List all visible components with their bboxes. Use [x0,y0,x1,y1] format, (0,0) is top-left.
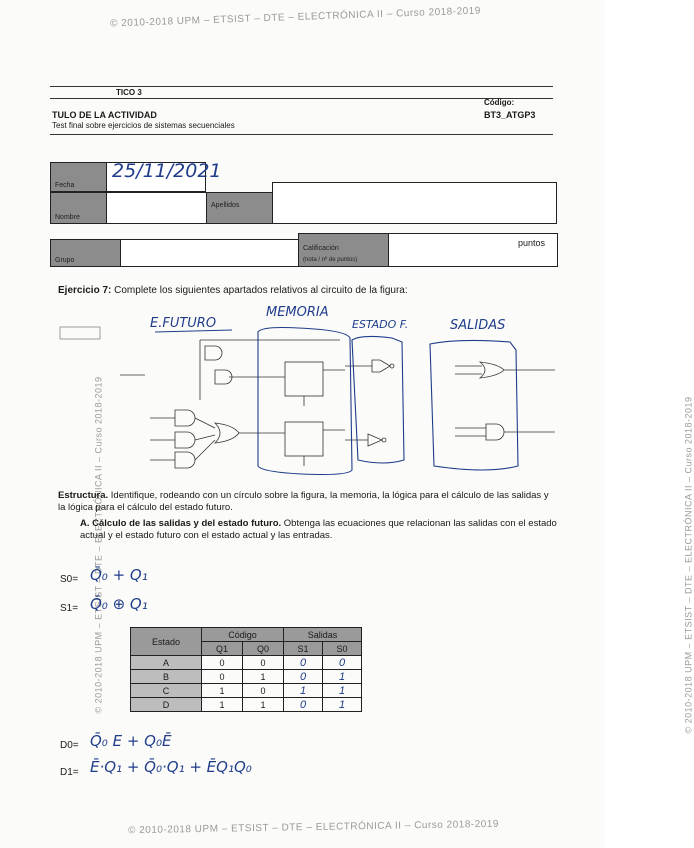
s0-equation: Q̄₀ + Q₁ [90,566,148,584]
circuit-figure [0,300,605,480]
header-rule-mid [50,98,553,99]
nombre-label-box [50,192,108,224]
d0-label: D0= [60,740,79,751]
nombre-label: Nombre [55,214,80,221]
watermark-left: © 2010-2018 UPM – ETSIST – DTE – ELECTRÓNICA II – Curso 2018-2019 [93,376,104,714]
cell-s1: 0 [284,698,323,712]
table-row [131,698,362,712]
calificacion-label: Calificación [303,245,339,252]
apellidos-label-box [206,192,274,224]
grupo-field[interactable] [120,239,300,267]
nombre-field[interactable] [106,192,208,224]
exercise-number: Ejercicio 7: [58,285,112,296]
partA-paragraph [80,518,558,542]
th-q0: Q0 [243,642,284,656]
cell-q0: 1 [243,698,284,712]
cell-q0: 0 [243,656,284,670]
cell-estado: C [131,684,202,698]
s1-label: S1= [60,603,79,614]
d1-equation: Ē·Q₁ + Q̄₀·Q₁ + ĒQ₁Q₀ [90,758,252,776]
grupo-label: Grupo [55,257,75,264]
cell-s1: 0 [284,670,323,684]
cell-q1: 0 [202,670,243,684]
code-label: Código: [484,98,515,107]
cell-q0: 0 [243,684,284,698]
activity-subtitle: Test final sobre ejercicios de sistemas secuenciales [52,121,235,130]
exercise-statement: Complete los siguientes apartados relativos al circuito de la figura: [114,285,408,296]
cell-q1: 1 [202,698,243,712]
s0-label: S0= [60,574,79,585]
estructura-paragraph [58,490,558,514]
header-block: TICO 3 [116,88,142,97]
d0-equation: Q̄₀ E + Q₀Ē [90,732,172,750]
puntos-label: puntos [518,238,546,248]
header-rule-top [50,86,553,87]
label-estado: ESTADO F. [352,318,409,331]
cell-q1: 1 [202,684,243,698]
label-futuro: E.FUTURO [150,316,217,331]
activity-code: BT3_ATGP3 [484,110,536,120]
estructura-bold: Estructura. [58,490,109,501]
label-salidas: SALIDAS [450,318,506,333]
partA-text: Obtenga las ecuaciones que relacionan las salidas con el estado actual y el estado futuro con el estado actual y las entradas. [80,518,557,541]
th-salidas: Salidas [284,628,362,642]
th-estado: Estado [131,628,202,656]
th-q1: Q1 [202,642,243,656]
cell-s1: 0 [284,656,323,670]
label-memoria: MEMORIA [266,305,329,320]
th-s1: S1 [284,642,323,656]
state-table [130,627,362,712]
cell-s0: 0 [323,656,362,670]
grupo-label-box [50,239,122,267]
cell-estado: D [131,698,202,712]
table-row [131,656,362,670]
cell-estado: B [131,670,202,684]
d1-label: D1= [60,767,79,778]
estructura-text: Identifique, rodeando con un círculo sobre la figura, la memoria, la lógica para el cálculo de las salidas y la lógica para el cálculo del estado futuro. [58,490,549,513]
activity-title: TULO DE LA ACTIVIDAD [52,110,157,120]
fecha-value: 25/11/2021 [112,160,222,182]
fecha-label: Fecha [55,182,75,189]
cell-s0: 1 [323,670,362,684]
th-s0: S0 [323,642,362,656]
watermark-top: © 2010-2018 UPM – ETSIST – DTE – ELECTRÓNICA II – Curso 2018-2019 [109,5,482,30]
table-row [131,684,362,698]
header-rule-bottom [50,134,553,135]
th-codigo: Código [202,628,284,642]
cell-s0: 1 [323,698,362,712]
apellidos-label: Apellidos [211,202,240,209]
cell-s0: 1 [323,684,362,698]
calificacion-sub: (nota / nº de puntos) [303,257,358,263]
watermark-bottom: © 2010-2018 UPM – ETSIST – DTE – ELECTRÓNICA II – Curso 2018-2019 [127,818,500,837]
cell-q0: 1 [243,670,284,684]
table-row [131,670,362,684]
watermark-right: © 2010-2018 UPM – ETSIST – DTE – ELECTRÓNICA II – Curso 2018-2019 [683,396,694,734]
cell-q1: 0 [202,656,243,670]
cell-estado: A [131,656,202,670]
fecha-label-box [50,162,108,192]
cell-s1: 1 [284,684,323,698]
exercise-title [58,285,408,296]
apellidos-field[interactable] [272,182,557,224]
partA-bold: A. Cálculo de las salidas y del estado futuro. [80,518,282,529]
s1-equation: Q̄₀ ⊕ Q₁ [90,595,148,613]
calificacion-label-box [298,233,390,267]
